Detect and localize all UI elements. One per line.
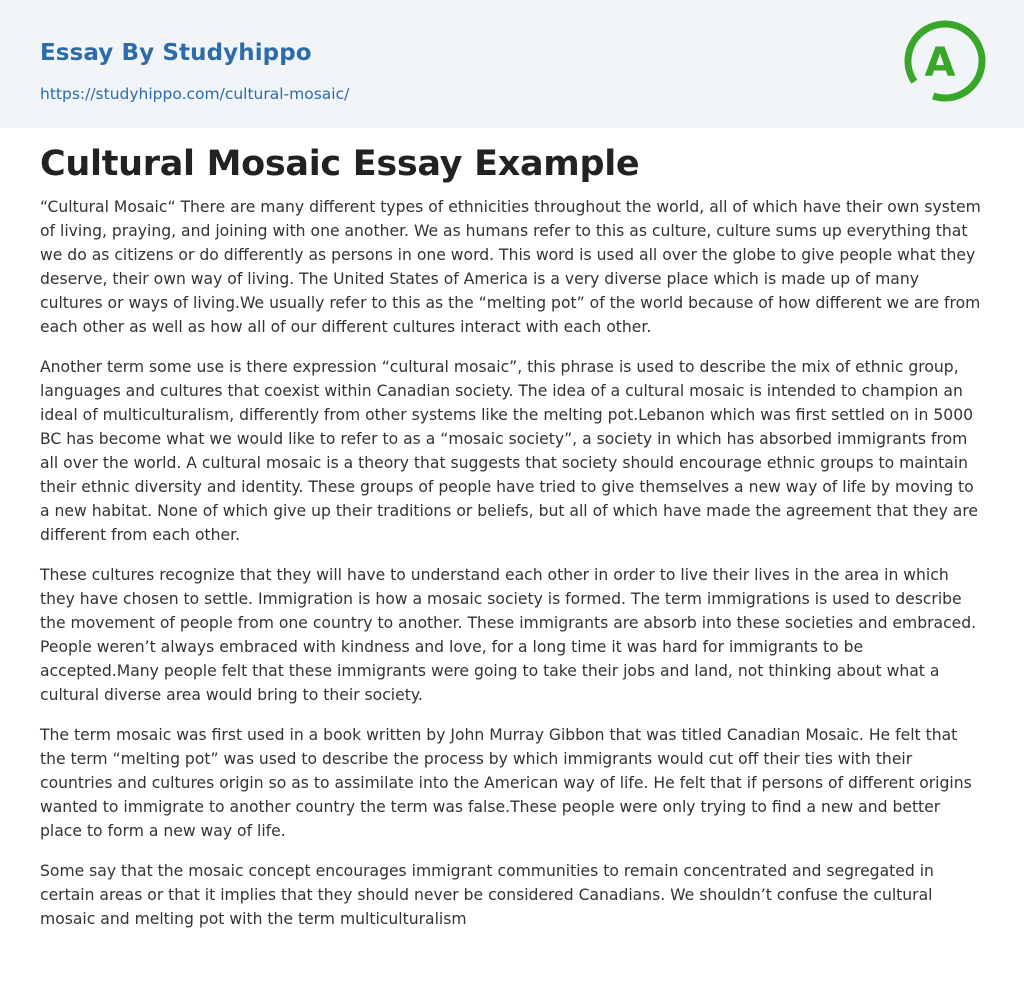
paragraph-4: The term mosaic was first used in a book written by John Murray Gibbon that was titled Canadian Mosaic. He felt that the term “melting pot” was used to describe the process by which immigrants would cut off their ties with their countries and cultures origin so as to assimilate into the American way of life. He felt that if persons of different origins wanted to immigrate to another country the term was false.These people were only trying to find a new and better place to form a new way of life. xyxy=(40,726,972,840)
page-url-link[interactable]: https://studyhippo.com/cultural-mosaic/ xyxy=(40,85,350,103)
paragraph-2: Another term some use is there expression “cultural mosaic”, this phrase is used to describe the mix of ethnic group, languages and cultures that coexist within Canadian society. The idea of a cultural mosaic is intended to champion an ideal of multiculturalism, differently from other systems like the melting pot.Lebanon which was first settled on in 5000 BC has become what we would like to refer to as a “mosaic society”, a society in which has absorbed immigrants from all over the world. A cultural mosaic is a theory that suggests that society should encourage ethnic groups to maintain their ethnic diversity and identity. These groups of people have tried to give themselves a new way of life by moving to a new habitat. None of which give up their traditions or beliefs, but all of which have made the agreement that they are different from each other. xyxy=(40,358,978,544)
page-title: Cultural Mosaic Essay Example xyxy=(40,144,640,184)
site-brand[interactable]: Essay By Studyhippo xyxy=(40,40,312,66)
paragraph-3: These cultures recognize that they will have to understand each other in order to live their lives in the area in which they have chosen to settle. Immigration is how a mosaic society is formed. The term immigrations is used to describe the movement of people from one country to another. These immigrants are absorb into these societies and embraced. People weren’t always embraced with kindness and love, for a long time it was hard for immigrants to be accepted.Many people felt that these immigrants were going to take their jobs and land, not thinking about what a cultural diverse area would bring to their society. xyxy=(40,566,977,704)
studyhippo-logo-icon[interactable] xyxy=(900,16,990,106)
logo-letter: A xyxy=(924,40,956,86)
paragraph-1: “Cultural Mosaic“ There are many different types of ethnicities throughout the world, all of which have their own system of living, praying, and joining with one another. We as humans refer to this as culture, culture sums up everything that we do as citizens or do differently as persons in one word. This word is used all over the globe to give people what they deserve, their own way of living. The United States of America is a very diverse place which is made up of many cultures or ways of living.We usually refer to this as the “melting pot” of the world because of how different we are from each other as well as how all of our different cultures interact with each other. xyxy=(40,198,981,336)
site-header xyxy=(0,0,1024,128)
essay-body xyxy=(40,195,986,947)
paragraph-5: Some say that the mosaic concept encourages immigrant communities to remain concentrated and segregated in certain areas or that it implies that they should never be considered Canadians. We shouldn’t confuse the cultural mosaic and melting pot with the term multiculturalism xyxy=(40,862,934,928)
